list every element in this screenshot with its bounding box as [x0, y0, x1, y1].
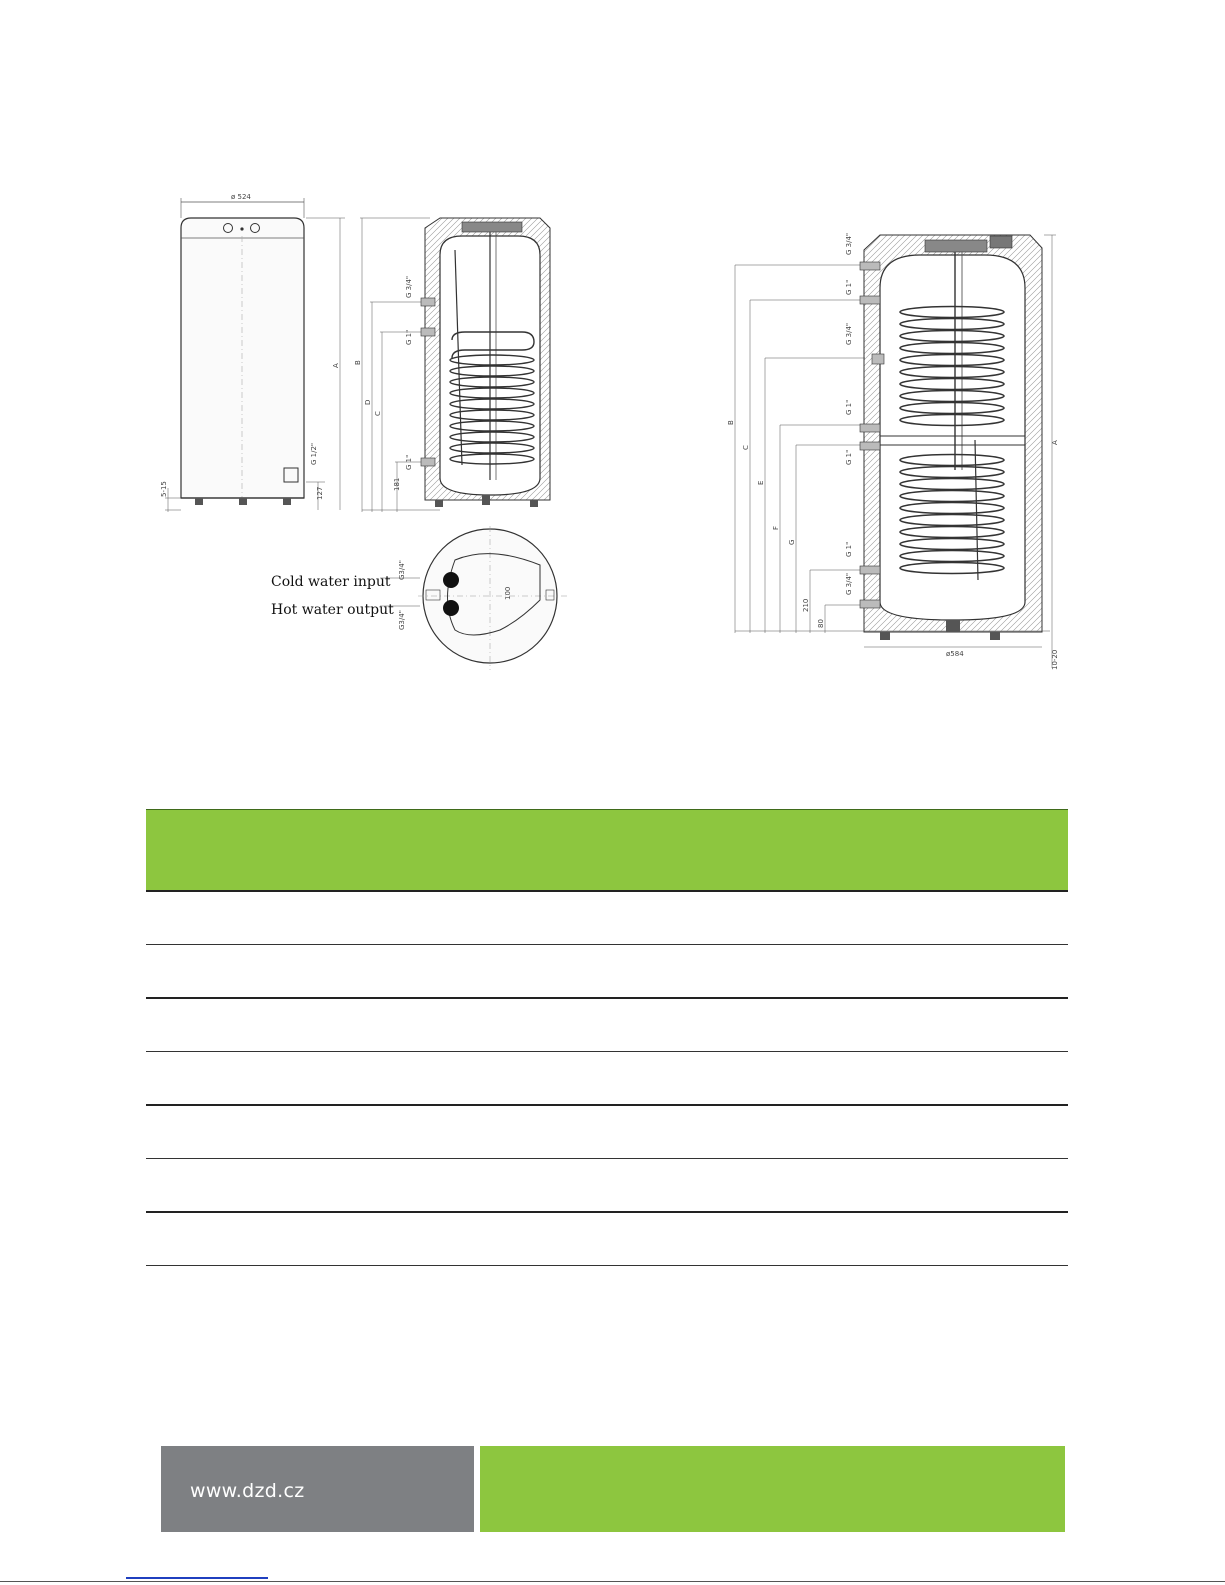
bottom-link-underline: [126, 1577, 268, 1579]
bottom-view: [380, 526, 570, 670]
conn-left-4: G 1/2": [310, 442, 318, 465]
cold-water-label: Cold water input: [271, 574, 391, 590]
right-dim-80: 80: [817, 619, 825, 628]
table-row: [146, 1105, 1068, 1159]
dim-D-left: D: [364, 399, 372, 405]
section-view: [310, 218, 550, 512]
right-dim-G: G: [788, 539, 796, 545]
right-dim-F: F: [772, 525, 780, 530]
right-conn-3: G 3/4": [845, 322, 853, 345]
table-header-cell: [146, 810, 1068, 892]
conn-left-2: G 1": [405, 329, 413, 345]
large-section-view: [727, 233, 1059, 670]
table-row: [146, 1052, 1068, 1106]
conn-left-1: G 3/4": [405, 275, 413, 298]
right-conn-2: G 1": [845, 279, 853, 295]
technical-drawings: [0, 0, 1225, 700]
dim-C-left: C: [374, 411, 382, 416]
bottom-dim-100: 100: [504, 586, 512, 600]
right-dim-E: E: [757, 480, 765, 485]
right-dim-B: B: [727, 420, 735, 425]
table-cell: [146, 998, 1068, 1052]
right-conn-1: G 3/4": [845, 232, 853, 255]
hot-water-label: Hot water output: [271, 602, 394, 618]
front-width-dim: ø 524: [231, 193, 251, 201]
right-dim-A: A: [1051, 440, 1059, 445]
table-row: [146, 891, 1068, 945]
bottom-dim-g34-bottom: G3/4": [398, 610, 406, 630]
bottom-rule: [0, 1581, 1225, 1582]
right-dim-C: C: [742, 445, 750, 450]
table-row: [146, 945, 1068, 999]
bottom-dim-g34-top: G3/4": [398, 560, 406, 580]
table-cell: [146, 1052, 1068, 1106]
right-conn-7: G 3/4": [845, 572, 853, 595]
footer-green-bar: [480, 1446, 1065, 1532]
table-cell: [146, 945, 1068, 999]
footer-website-link[interactable]: www.dzd.cz: [161, 1446, 474, 1532]
table-header-row: [146, 810, 1068, 892]
table-cell: [146, 1212, 1068, 1266]
right-conn-4: G 1": [845, 399, 853, 415]
right-dim-210: 210: [802, 598, 810, 612]
table-cell: [146, 1159, 1068, 1213]
drawings-svg: [0, 0, 1225, 700]
spec-table: [146, 809, 1068, 1266]
right-conn-5: G 1": [845, 449, 853, 465]
table-row: [146, 998, 1068, 1052]
right-conn-6: G 1": [845, 541, 853, 557]
right-dim-10-20: 10-20: [1051, 649, 1059, 670]
dim-127: 127: [316, 486, 324, 500]
dim-181: 181: [393, 477, 401, 491]
dim-5-15: 5-15: [160, 481, 168, 497]
dim-A-front: A: [332, 363, 340, 368]
conn-left-3: G 1": [405, 454, 413, 470]
table-row: [146, 1212, 1068, 1266]
table-cell: [146, 1105, 1068, 1159]
table-row: [146, 1159, 1068, 1213]
right-width-dim: ø584: [946, 650, 964, 658]
dim-B-left: B: [354, 360, 362, 365]
table-cell: [146, 891, 1068, 945]
